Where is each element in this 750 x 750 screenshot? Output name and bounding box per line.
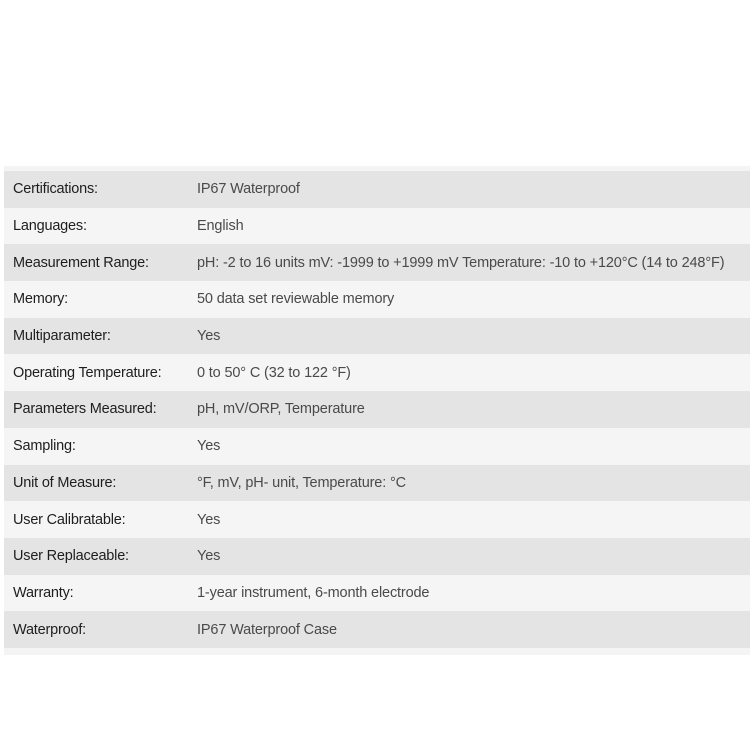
spec-label: Languages: bbox=[13, 218, 87, 235]
spec-value: 1-year instrument, 6-month electrode bbox=[197, 584, 430, 601]
spec-row-operating-temperature bbox=[4, 354, 750, 391]
spec-value: 0 to 50° C (32 to 122 °F) bbox=[197, 364, 351, 381]
spec-label: Operating Temperature: bbox=[13, 364, 162, 381]
spec-row-warranty bbox=[4, 575, 750, 612]
spec-label: Measurement Range: bbox=[13, 254, 149, 271]
spec-row-certifications bbox=[4, 171, 750, 208]
spec-value: pH: -2 to 16 units mV: -1999 to +1999 mV Temperature: -10 to +120°C (14 to 248°F) bbox=[197, 254, 725, 271]
spec-row-parameters-measured bbox=[4, 391, 750, 428]
specifications-panel bbox=[4, 166, 750, 655]
spec-label: Memory: bbox=[13, 291, 68, 308]
spec-value: IP67 Waterproof Case bbox=[197, 621, 337, 638]
spec-value: English bbox=[197, 218, 244, 235]
spec-row-user-calibratable bbox=[4, 501, 750, 538]
spec-label: User Calibratable: bbox=[13, 511, 126, 528]
spec-row-user-replaceable bbox=[4, 538, 750, 575]
spec-row-sampling bbox=[4, 428, 750, 465]
spec-label: Sampling: bbox=[13, 438, 76, 455]
spec-row-unit-of-measure bbox=[4, 465, 750, 502]
spec-value: Yes bbox=[197, 511, 221, 528]
spec-row-measurement-range bbox=[4, 244, 750, 281]
spec-label: Warranty: bbox=[13, 584, 74, 601]
spec-label: Unit of Measure: bbox=[13, 474, 117, 491]
spec-row-memory bbox=[4, 281, 750, 318]
spec-value: 50 data set reviewable memory bbox=[197, 291, 395, 308]
spec-row-multiparameter bbox=[4, 318, 750, 355]
spec-value: Yes bbox=[197, 328, 221, 345]
spec-value: IP67 Waterproof bbox=[197, 181, 300, 198]
spec-value: Yes bbox=[197, 438, 221, 455]
spec-value: pH, mV/ORP, Temperature bbox=[197, 401, 365, 418]
spec-label: User Replaceable: bbox=[13, 548, 129, 565]
spec-label: Parameters Measured: bbox=[13, 401, 157, 418]
spec-row-waterproof bbox=[4, 611, 750, 648]
spec-label: Waterproof: bbox=[13, 621, 87, 638]
spec-label: Multiparameter: bbox=[13, 328, 111, 345]
specifications-table bbox=[4, 171, 750, 648]
spec-value: Yes bbox=[197, 548, 221, 565]
spec-label: Certifications: bbox=[13, 181, 98, 198]
spec-row-languages bbox=[4, 208, 750, 245]
spec-value: °F, mV, pH- unit, Temperature: °C bbox=[197, 474, 406, 491]
